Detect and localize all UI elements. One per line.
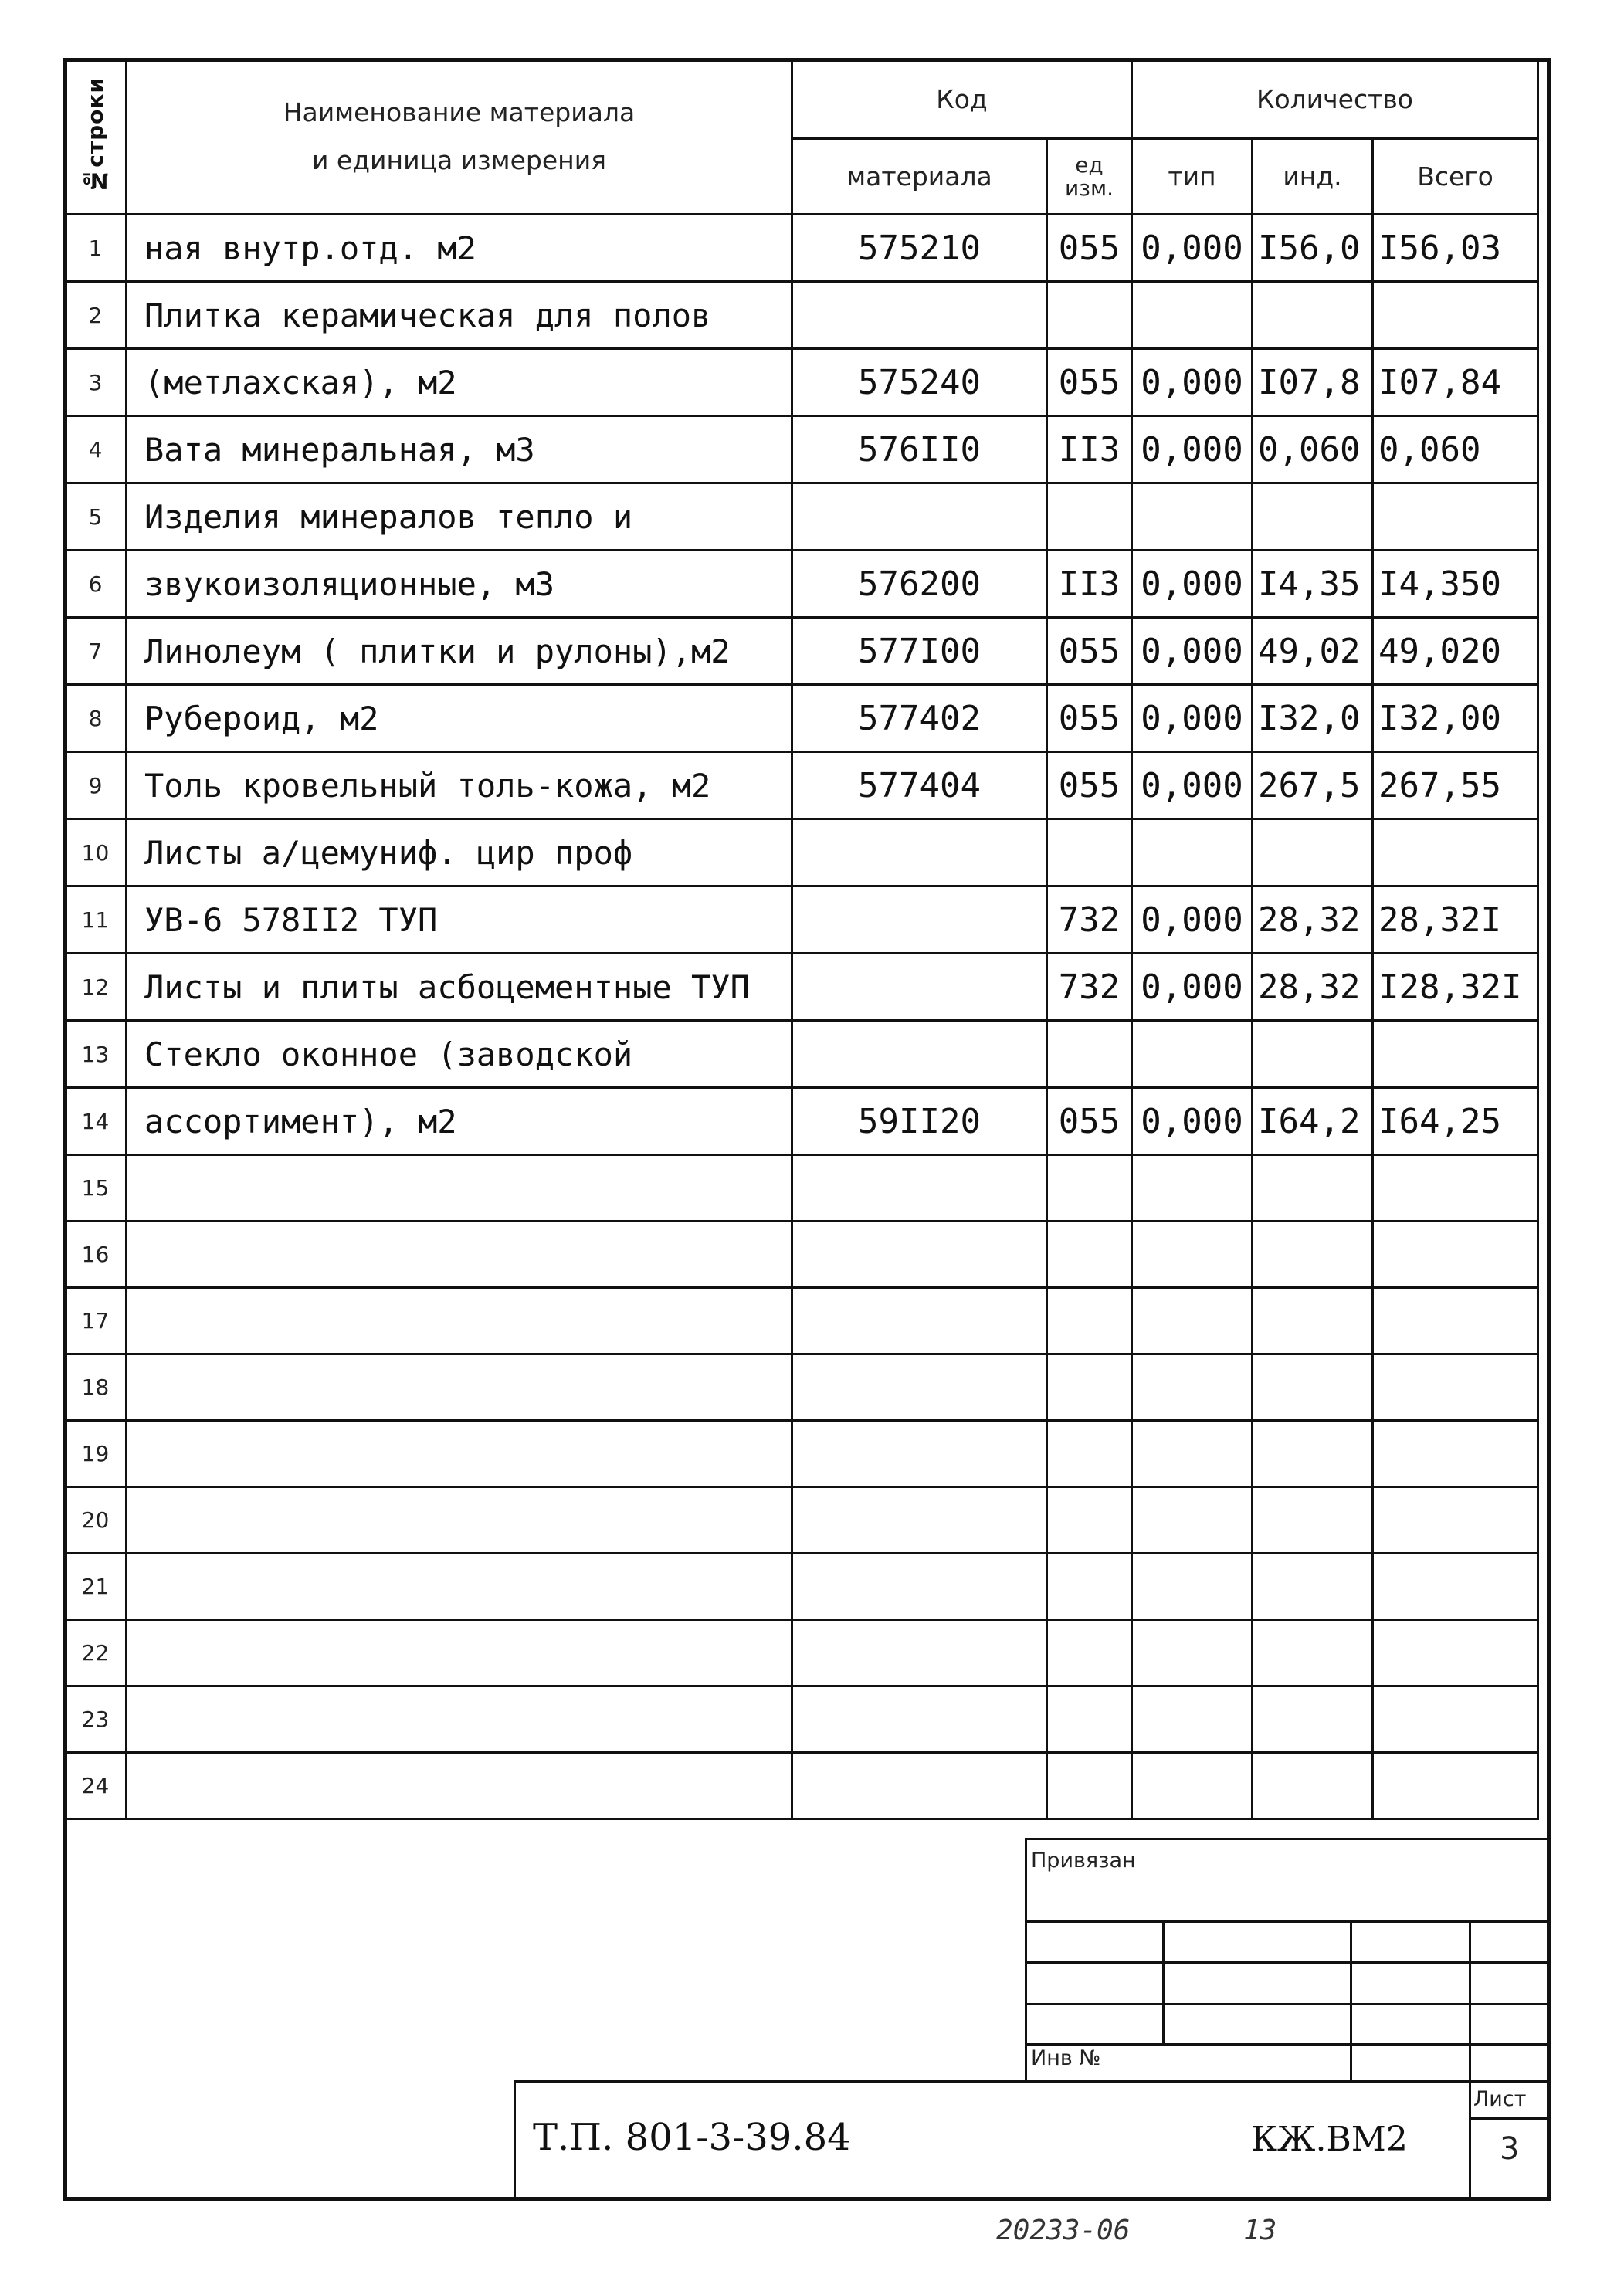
ind-qty-cell: I64,2	[1253, 1088, 1373, 1155]
typ-qty-cell: 0,000	[1132, 685, 1253, 752]
table-row	[65, 282, 1538, 349]
ind-qty-cell: I32,0	[1253, 685, 1373, 752]
row-number-cell: 14	[65, 1088, 127, 1155]
material-code-header: материала	[792, 139, 1047, 215]
material-name-cell	[127, 1155, 792, 1222]
material-code-cell	[792, 1021, 1047, 1088]
material-name-cell: Толь кровельный толь-кожа, м2	[127, 752, 792, 819]
unit-code-cell	[1047, 819, 1132, 886]
typ-qty-cell: 0,000	[1132, 618, 1253, 685]
material-code-cell	[792, 1686, 1047, 1753]
material-code-cell	[792, 886, 1047, 954]
total-qty-cell: I32,00	[1373, 685, 1538, 752]
material-code-cell	[792, 1421, 1047, 1487]
table-row	[65, 1155, 1538, 1222]
typ-qty-cell	[1132, 1753, 1253, 1819]
unit-code-cell	[1047, 1021, 1132, 1088]
material-code-cell	[792, 1354, 1047, 1421]
total-qty-cell	[1373, 1354, 1538, 1421]
sheet-number: 3	[1500, 2131, 1520, 2167]
total-qty-cell: I28,32I	[1373, 954, 1538, 1021]
material-name-cell	[127, 1753, 792, 1819]
material-code-cell	[792, 483, 1047, 551]
ind-qty-cell	[1253, 819, 1373, 886]
unit-code-cell	[1047, 1222, 1132, 1288]
total-qty-cell: 267,55	[1373, 752, 1538, 819]
material-name-cell	[127, 1487, 792, 1554]
table-row	[65, 1021, 1538, 1088]
table-row	[65, 1288, 1538, 1354]
row-number-cell: 13	[65, 1021, 127, 1088]
typ-qty-cell: 0,000	[1132, 349, 1253, 416]
ind-qty-cell: 28,32	[1253, 954, 1373, 1021]
material-name-cell: ассортимент), м2	[127, 1088, 792, 1155]
ind-qty-cell	[1253, 1021, 1373, 1088]
unit-code-cell	[1047, 1620, 1132, 1686]
row-number-cell: 1	[65, 215, 127, 282]
material-code-cell	[792, 1620, 1047, 1686]
unit-code-cell: 055	[1047, 752, 1132, 819]
total-qty-cell: I64,25	[1373, 1088, 1538, 1155]
ind-qty-cell	[1253, 1222, 1373, 1288]
typ-qty-cell	[1132, 1155, 1253, 1222]
typ-qty-cell: 0,000	[1132, 886, 1253, 954]
row-number-cell: 2	[65, 282, 127, 349]
table-row	[65, 483, 1538, 551]
ind-qty-cell	[1253, 282, 1373, 349]
total-qty-cell: 28,32I	[1373, 886, 1538, 954]
stamp-line	[1025, 2003, 1551, 2005]
material-name-cell: Линолеум ( плитки и рулоны),м2	[127, 618, 792, 685]
material-name-cell: Изделия минералов тепло и	[127, 483, 792, 551]
stamp-line	[1025, 1920, 1551, 1923]
sheet-divider	[1469, 2080, 1471, 2201]
unit-code-cell	[1047, 1288, 1132, 1354]
typ-qty-cell	[1132, 282, 1253, 349]
ind-qty-cell	[1253, 1288, 1373, 1354]
quantity-group-header: Количество	[1132, 59, 1538, 139]
typ-qty-cell	[1132, 1686, 1253, 1753]
table-row	[65, 1686, 1538, 1753]
material-code-cell	[792, 1554, 1047, 1620]
ind-qty-cell	[1253, 1155, 1373, 1222]
material-name-cell: УВ-6 578II2 ТУП	[127, 886, 792, 954]
table-row	[65, 685, 1538, 752]
total-qty-cell	[1373, 282, 1538, 349]
total-qty-cell	[1373, 819, 1538, 886]
total-qty-cell: 49,020	[1373, 618, 1538, 685]
typ-qty-cell	[1132, 1021, 1253, 1088]
row-number-cell: 15	[65, 1155, 127, 1222]
material-name-cell	[127, 1421, 792, 1487]
row-number-cell: 9	[65, 752, 127, 819]
approval-stamp	[1025, 1838, 1551, 2083]
table-row	[65, 1222, 1538, 1288]
total-qty-cell: 0,060	[1373, 416, 1538, 483]
row-number-cell: 24	[65, 1753, 127, 1819]
row-number-cell: 5	[65, 483, 127, 551]
unit-code-cell: II3	[1047, 551, 1132, 618]
typ-qty-cell	[1132, 1354, 1253, 1421]
ind-qty-cell	[1253, 1421, 1373, 1487]
total-qty-cell: I07,84	[1373, 349, 1538, 416]
row-number-cell: 23	[65, 1686, 127, 1753]
unit-code-cell	[1047, 1354, 1132, 1421]
total-qty-cell	[1373, 1686, 1538, 1753]
unit-code-cell: 055	[1047, 685, 1132, 752]
unit-code-cell	[1047, 1155, 1132, 1222]
material-code-cell	[792, 1753, 1047, 1819]
unit-code-cell: 732	[1047, 886, 1132, 954]
typ-qty-cell: 0,000	[1132, 215, 1253, 282]
ind-qty-cell: I07,8	[1253, 349, 1373, 416]
material-code-cell: 575240	[792, 349, 1047, 416]
unit-code-cell	[1047, 483, 1132, 551]
typ-qty-cell	[1132, 819, 1253, 886]
table-row	[65, 752, 1538, 819]
material-code-cell: 577404	[792, 752, 1047, 819]
material-name-cell: Стекло оконное (заводской	[127, 1021, 792, 1088]
unit-code-cell	[1047, 1753, 1132, 1819]
material-code-cell	[792, 1487, 1047, 1554]
total-qty-cell	[1373, 1021, 1538, 1088]
unit-code-cell	[1047, 1554, 1132, 1620]
material-code-cell	[792, 1222, 1047, 1288]
unit-code-cell	[1047, 282, 1132, 349]
stamp-line	[1025, 2043, 1551, 2046]
material-name-cell: Листы а/цемуниф. цир проф	[127, 819, 792, 886]
ind-qty-cell	[1253, 1354, 1373, 1421]
unit-code-cell: 055	[1047, 1088, 1132, 1155]
typ-qty-cell: 0,000	[1132, 954, 1253, 1021]
unit-code-cell	[1047, 1487, 1132, 1554]
sheet-line	[1469, 2117, 1551, 2120]
total-qty-cell: I4,350	[1373, 551, 1538, 618]
unit-code-cell	[1047, 1686, 1132, 1753]
total-qty-cell	[1373, 1155, 1538, 1222]
total-qty-cell	[1373, 1487, 1538, 1554]
material-name-cell: Листы и плиты асбоцементные ТУП	[127, 954, 792, 1021]
unit-code-cell: 732	[1047, 954, 1132, 1021]
total-qty-cell	[1373, 1554, 1538, 1620]
row-number-cell: 3	[65, 349, 127, 416]
typ-qty-cell	[1132, 1421, 1253, 1487]
table-row	[65, 349, 1538, 416]
stamp-divider	[1350, 1920, 1352, 2083]
total-qty-cell	[1373, 1288, 1538, 1354]
ind-qty-cell: I4,35	[1253, 551, 1373, 618]
table-row	[65, 215, 1538, 282]
material-name-cell: звукоизоляционные, м3	[127, 551, 792, 618]
typ-qty-cell: 0,000	[1132, 551, 1253, 618]
ind-qty-cell	[1253, 1753, 1373, 1819]
table-row	[65, 1354, 1538, 1421]
material-code-cell	[792, 1155, 1047, 1222]
material-name-cell: Вата минеральная, м3	[127, 416, 792, 483]
row-number-cell: 17	[65, 1288, 127, 1354]
row-number-cell: 20	[65, 1487, 127, 1554]
row-number-cell: 22	[65, 1620, 127, 1686]
sheet-label: Лист	[1473, 2087, 1527, 2111]
ind-qty-cell	[1253, 1620, 1373, 1686]
total-qty-cell	[1373, 1620, 1538, 1686]
total-qty-cell	[1373, 1753, 1538, 1819]
table-row	[65, 618, 1538, 685]
typ-header: тип	[1132, 139, 1253, 215]
row-number-cell: 19	[65, 1421, 127, 1487]
material-code-cell	[792, 282, 1047, 349]
material-name-cell	[127, 1554, 792, 1620]
typ-qty-cell: 0,000	[1132, 416, 1253, 483]
material-code-cell: 577I00	[792, 618, 1047, 685]
table-row	[65, 416, 1538, 483]
bound-label: Привязан	[1031, 1849, 1136, 1873]
row-number-cell: 11	[65, 886, 127, 954]
material-code-cell: 59II20	[792, 1088, 1047, 1155]
material-code-cell: 577402	[792, 685, 1047, 752]
table-row	[65, 551, 1538, 618]
total-header: Всего	[1373, 139, 1538, 215]
typ-qty-cell	[1132, 1222, 1253, 1288]
row-number-cell: 4	[65, 416, 127, 483]
row-number-header: №строки	[65, 59, 127, 215]
sheet-code: КЖ.ВМ2	[1251, 2120, 1408, 2159]
row-number-cell: 12	[65, 954, 127, 1021]
code-group-header: Код	[792, 59, 1132, 139]
material-name-cell: Плитка керамическая для полов	[127, 282, 792, 349]
table-row	[65, 1487, 1538, 1554]
ind-qty-cell: 267,5	[1253, 752, 1373, 819]
typ-qty-cell	[1132, 1620, 1253, 1686]
unit-code-cell: 055	[1047, 618, 1132, 685]
typ-qty-cell: 0,000	[1132, 1088, 1253, 1155]
unit-code-cell: II3	[1047, 416, 1132, 483]
name-header: Наименование материала и единица измерения	[127, 59, 792, 215]
total-qty-cell	[1373, 1222, 1538, 1288]
table-row	[65, 1620, 1538, 1686]
typ-qty-cell	[1132, 1288, 1253, 1354]
total-qty-cell: I56,03	[1373, 215, 1538, 282]
ind-qty-cell: I56,0	[1253, 215, 1373, 282]
unit-header: ед изм.	[1047, 139, 1132, 215]
unit-code-cell	[1047, 1421, 1132, 1487]
ind-qty-cell: 28,32	[1253, 886, 1373, 954]
row-number-cell: 21	[65, 1554, 127, 1620]
material-code-cell	[792, 1288, 1047, 1354]
ind-qty-cell	[1253, 1554, 1373, 1620]
inventory-label: Инв №	[1031, 2046, 1101, 2070]
row-number-cell: 18	[65, 1354, 127, 1421]
row-number-cell: 10	[65, 819, 127, 886]
material-code-cell: 576II0	[792, 416, 1047, 483]
material-name-cell	[127, 1686, 792, 1753]
row-number-cell: 7	[65, 618, 127, 685]
table-row	[65, 1753, 1538, 1819]
unit-code-cell: 055	[1047, 215, 1132, 282]
row-number-cell: 16	[65, 1222, 127, 1288]
ind-qty-cell: 49,02	[1253, 618, 1373, 685]
table-row	[65, 1088, 1538, 1155]
ind-header: инд.	[1253, 139, 1373, 215]
stamp-divider	[1469, 1920, 1471, 2083]
typ-qty-cell	[1132, 1554, 1253, 1620]
project-code: Т.П. 801-3-39.84	[533, 2116, 851, 2159]
material-name-cell: (метлахская), м2	[127, 349, 792, 416]
archive-number: 20233-06	[996, 2215, 1131, 2246]
row-number-cell: 8	[65, 685, 127, 752]
table-row	[65, 954, 1538, 1021]
material-name-cell: Рубероид, м2	[127, 685, 792, 752]
stamp-line	[1025, 1961, 1551, 1964]
material-name-cell	[127, 1222, 792, 1288]
unit-code-cell: 055	[1047, 349, 1132, 416]
total-qty-cell	[1373, 483, 1538, 551]
typ-qty-cell	[1132, 483, 1253, 551]
material-code-cell	[792, 954, 1047, 1021]
table-row	[65, 1554, 1538, 1620]
table-row	[65, 886, 1538, 954]
material-name-cell	[127, 1288, 792, 1354]
typ-qty-cell: 0,000	[1132, 752, 1253, 819]
total-qty-cell	[1373, 1421, 1538, 1487]
material-name-cell	[127, 1620, 792, 1686]
ind-qty-cell	[1253, 483, 1373, 551]
material-code-cell: 575210	[792, 215, 1047, 282]
material-code-cell: 576200	[792, 551, 1047, 618]
table-row	[65, 1421, 1538, 1487]
ind-qty-cell	[1253, 1686, 1373, 1753]
ind-qty-cell: 0,060	[1253, 416, 1373, 483]
materials-table	[63, 58, 1539, 1820]
table-row	[65, 819, 1538, 886]
material-code-cell	[792, 819, 1047, 886]
typ-qty-cell	[1132, 1487, 1253, 1554]
material-name-cell: ная внутр.отд. м2	[127, 215, 792, 282]
row-number-cell: 6	[65, 551, 127, 618]
material-name-cell	[127, 1354, 792, 1421]
stamp-divider	[1162, 1920, 1165, 2044]
ind-qty-cell	[1253, 1487, 1373, 1554]
page-number: 13	[1243, 2215, 1277, 2246]
